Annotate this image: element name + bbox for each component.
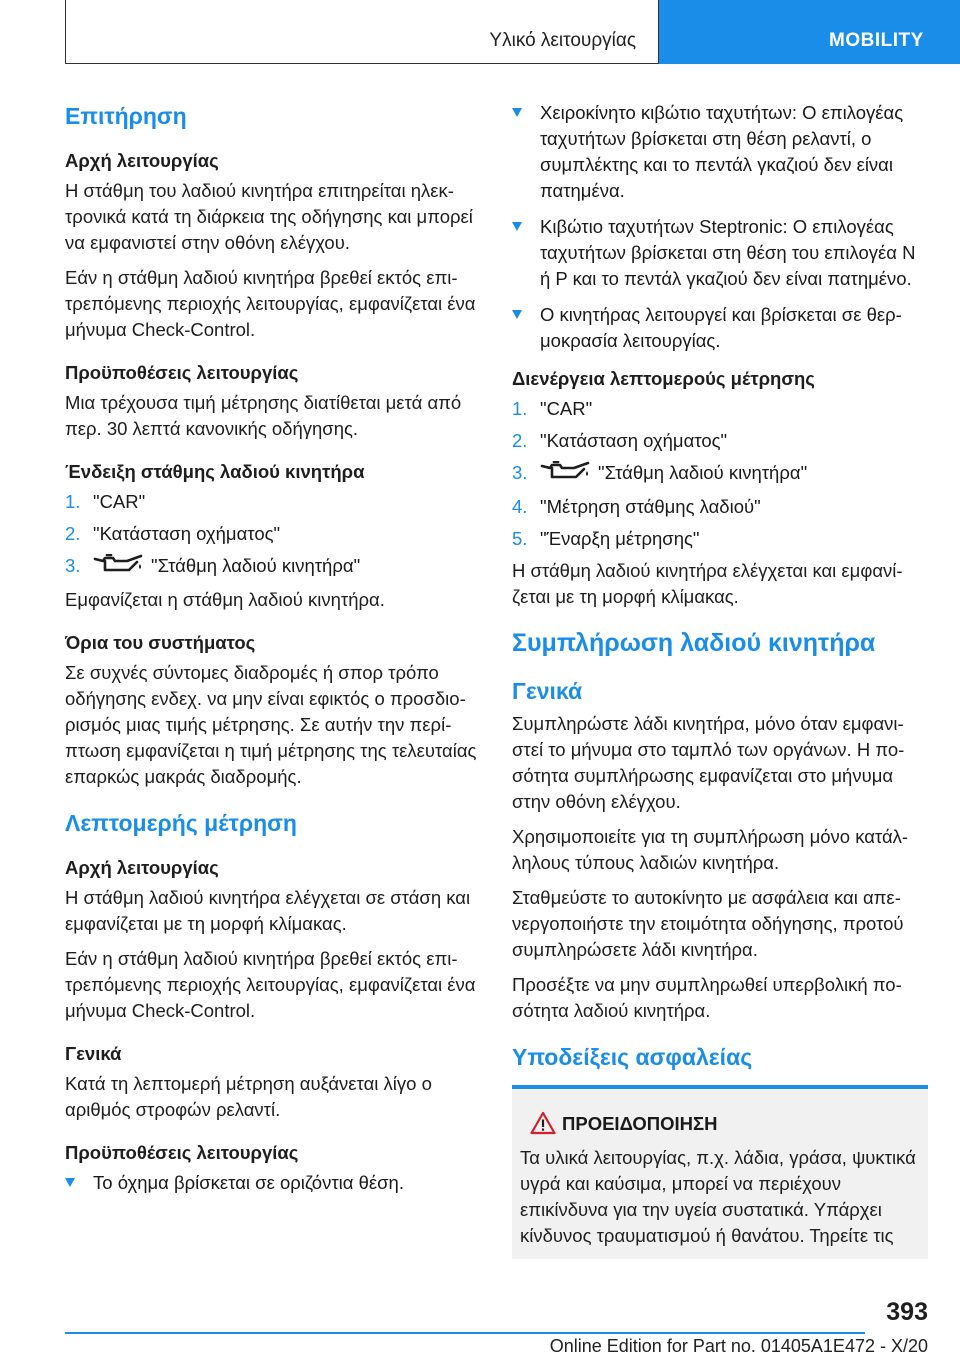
bullet-text: Ο κινητήρας λειτουργεί και βρίσκεται σε θερμοκρασία λειτουργίας. bbox=[540, 304, 902, 351]
section-title-safety-notes: Υποδείξεις ασφαλείας bbox=[512, 1043, 753, 1070]
paragraph: Μια τρέχουσα τιμή μέτρησης διατίθεται μετά από περ. 30 λεπτά κανονικής οδήγησης. bbox=[65, 392, 462, 439]
paragraph: Εάν η στάθμη λαδιού κινητήρα βρεθεί εκτός επιτρεπόμενης περιοχής λειτουργίας, εμφανίζεται ένα μήνυμα Check-Control. bbox=[65, 267, 476, 340]
list-item bbox=[65, 521, 480, 547]
step-text: "Έναρξη μέτρησης" bbox=[540, 527, 700, 549]
step-number: 3. bbox=[512, 462, 528, 483]
warning-triangle-icon bbox=[530, 1111, 556, 1142]
triangle-bullet-icon bbox=[512, 310, 522, 319]
list-item bbox=[512, 494, 928, 520]
bullet-text: Το όχημα βρίσκεται σε οριζόντια θέση. bbox=[93, 1171, 404, 1193]
step-text: "Στάθμη λαδιού κινητήρα" bbox=[598, 462, 808, 483]
paragraph: Προσέξτε να μην συμπληρωθεί υπερβολική ποσότητα λαδιού κινητήρα. bbox=[512, 973, 902, 1021]
step-number: 5. bbox=[512, 527, 528, 549]
list-item bbox=[512, 460, 928, 488]
warning-text: Τα υλικά λειτουργίας, π.χ. λάδια, γράσα, ψυκτικά υγρά και καύσιμα, μπορεί να περιέχουν επικίνδυνα για την υγεία συστατικά. Υπάρχει κίνδυνος τραυματισμού ή θανάτου. Τηρείτε τις bbox=[520, 1146, 916, 1246]
list-item bbox=[65, 1170, 480, 1196]
step-number: 3. bbox=[65, 555, 81, 576]
step-number: 1. bbox=[512, 398, 528, 419]
section-title-top-up-oil: Συμπλήρωση λαδιού κινητήρα bbox=[512, 628, 876, 657]
paragraph: Η στάθμη του λαδιού κινητήρα επιτηρείται ηλεκτρονικά κατά τη διάρκεια της οδήγησης και μπορεί να εμφανιστεί στην οθόνη ελέγχου. bbox=[65, 180, 473, 253]
bullet-list bbox=[65, 1170, 480, 1196]
triangle-bullet-icon bbox=[512, 108, 522, 117]
paragraph: Κατά τη λεπτομερή μέτρηση αυξάνεται λίγο ο αριθμός στροφών ρελαντί. bbox=[65, 1072, 432, 1120]
bullet-text: Χειροκίνητο κιβώτιο ταχυτήτων: Ο επιλογέας ταχυτήτων βρίσκεται στη θέση ρελαντί, ο συμπλέκτης και το πεντάλ γκαζιού δεν είναι πατημένα. bbox=[540, 102, 904, 201]
step-number: 2. bbox=[512, 430, 528, 451]
footer-divider bbox=[65, 1332, 865, 1334]
page-number: 393 bbox=[886, 1298, 928, 1326]
subheading-oil-display: Ένδειξη στάθμης λαδιού κινητήρα bbox=[65, 461, 365, 482]
steps-list bbox=[512, 396, 928, 552]
oil-can-icon bbox=[540, 461, 592, 488]
warning-box bbox=[512, 1085, 928, 1259]
step-text: "Μέτρηση στάθμης λαδιού" bbox=[540, 495, 761, 517]
triangle-bullet-icon bbox=[512, 222, 522, 231]
step-number: 1. bbox=[65, 491, 81, 512]
bullet-list bbox=[512, 100, 928, 354]
list-item bbox=[512, 396, 928, 422]
footer-edition: Online Edition for Part no. 01405A1E472 - X/20 bbox=[549, 1336, 928, 1356]
list-item bbox=[512, 214, 928, 292]
warning-heading bbox=[520, 1111, 916, 1137]
paragraph: Χρησιμοποιείτε για τη συμπλήρωση μόνο κατάλληλους τύπους λαδιών κινητήρα. bbox=[512, 825, 909, 873]
oil-can-icon bbox=[93, 554, 145, 581]
header-tab-mobility[interactable] bbox=[659, 0, 960, 64]
steps-list bbox=[65, 489, 480, 581]
triangle-bullet-icon bbox=[65, 1178, 75, 1187]
section-subtitle-general: Γενικά bbox=[512, 677, 583, 704]
paragraph: Η στάθμη λαδιού κινητήρα ελέγχεται και εμφανίζεται με τη μορφή κλίμακας. bbox=[512, 559, 903, 607]
step-text: "Στάθμη λαδιού κινητήρα" bbox=[151, 555, 361, 576]
list-item bbox=[512, 428, 928, 454]
section-title-detailed-measurement: Λεπτομερής μέτρηση bbox=[65, 809, 297, 836]
step-number: 2. bbox=[65, 523, 81, 544]
subheading-procedure: Διενέργεια λεπτομερούς μέτρησης bbox=[512, 368, 815, 389]
list-item bbox=[65, 553, 480, 581]
header-frame bbox=[65, 0, 659, 64]
list-item bbox=[512, 302, 928, 354]
step-number: 4. bbox=[512, 495, 528, 517]
warning-title: ΠΡΟΕΙΔΟΠΟΙΗΣΗ bbox=[562, 1112, 718, 1134]
header-title: Υλικό λειτουργίας bbox=[489, 30, 636, 51]
paragraph: Σε συχνές σύντομες διαδρομές ή σπορ τρόπο οδήγησης ενδεχ. να μην είναι εφικτός ο προσδιορισμός μιας τιμής μέτρησης. Σε αυτήν την περίπτωση εμφανίζεται η τιμή μέτρησης της τελευταίας επαρκώς μακράς διαδρομής. bbox=[65, 661, 477, 787]
paragraph: Σταθμεύστε το αυτοκίνητο με ασφάλεια και απενεργοποιήστε την ετοιμότητα οδήγησης, προτού συμπληρώσετε λάδι κινητήρα. bbox=[512, 886, 904, 960]
step-text: "Κατάσταση οχήματος" bbox=[93, 523, 281, 544]
list-item bbox=[512, 100, 928, 204]
subheading-general: Γενικά bbox=[65, 1042, 122, 1064]
subheading-prerequisites: Προϋποθέσεις λειτουργίας bbox=[65, 1141, 299, 1163]
paragraph: Εμφανίζεται η στάθμη λαδιού κινητήρα. bbox=[65, 588, 385, 610]
list-item bbox=[65, 489, 480, 515]
list-item bbox=[512, 526, 928, 552]
left-column bbox=[65, 100, 480, 1208]
step-text: "CAR" bbox=[93, 491, 146, 512]
subheading-system-limits: Όρια του συστήματος bbox=[65, 631, 256, 653]
paragraph: Εάν η στάθμη λαδιού κινητήρα βρεθεί εκτός επιτρεπόμενης περιοχής λειτουργίας, εμφανίζεται ένα μήνυμα Check-Control. bbox=[65, 947, 476, 1021]
paragraph: Η στάθμη λαδιού κινητήρα ελέγχεται σε στάση και εμφανίζεται με τη μορφή κλίμακας. bbox=[65, 886, 471, 934]
right-column bbox=[512, 100, 928, 1259]
subheading-principle: Αρχή λειτουργίας bbox=[65, 856, 219, 878]
paragraph: Συμπληρώστε λάδι κινητήρα, μόνο όταν εμφανιστεί το μήνυμα στο ταμπλό των οργάνων. Η ποσότητα συμπλήρωσης εμφανίζεται στο μήνυμα στην οθόνη ελέγχου. bbox=[512, 712, 905, 812]
section-title-monitoring: Επιτήρηση bbox=[65, 103, 187, 129]
subheading-prerequisites: Προϋποθέσεις λειτουργίας bbox=[65, 362, 299, 383]
subheading-principle: Αρχή λειτουργίας bbox=[65, 150, 219, 171]
step-text: "Κατάσταση οχήματος" bbox=[540, 430, 728, 451]
step-text: "CAR" bbox=[540, 398, 593, 419]
bullet-text: Κιβώτιο ταχυτήτων Steptronic: Ο επιλογέας ταχυτήτων βρίσκεται στη θέση του επιλογέα N ή P και το πεντάλ γκαζιού δεν είναι πατημένο. bbox=[540, 216, 916, 289]
header-tab-label: MOBILITY bbox=[829, 30, 924, 51]
